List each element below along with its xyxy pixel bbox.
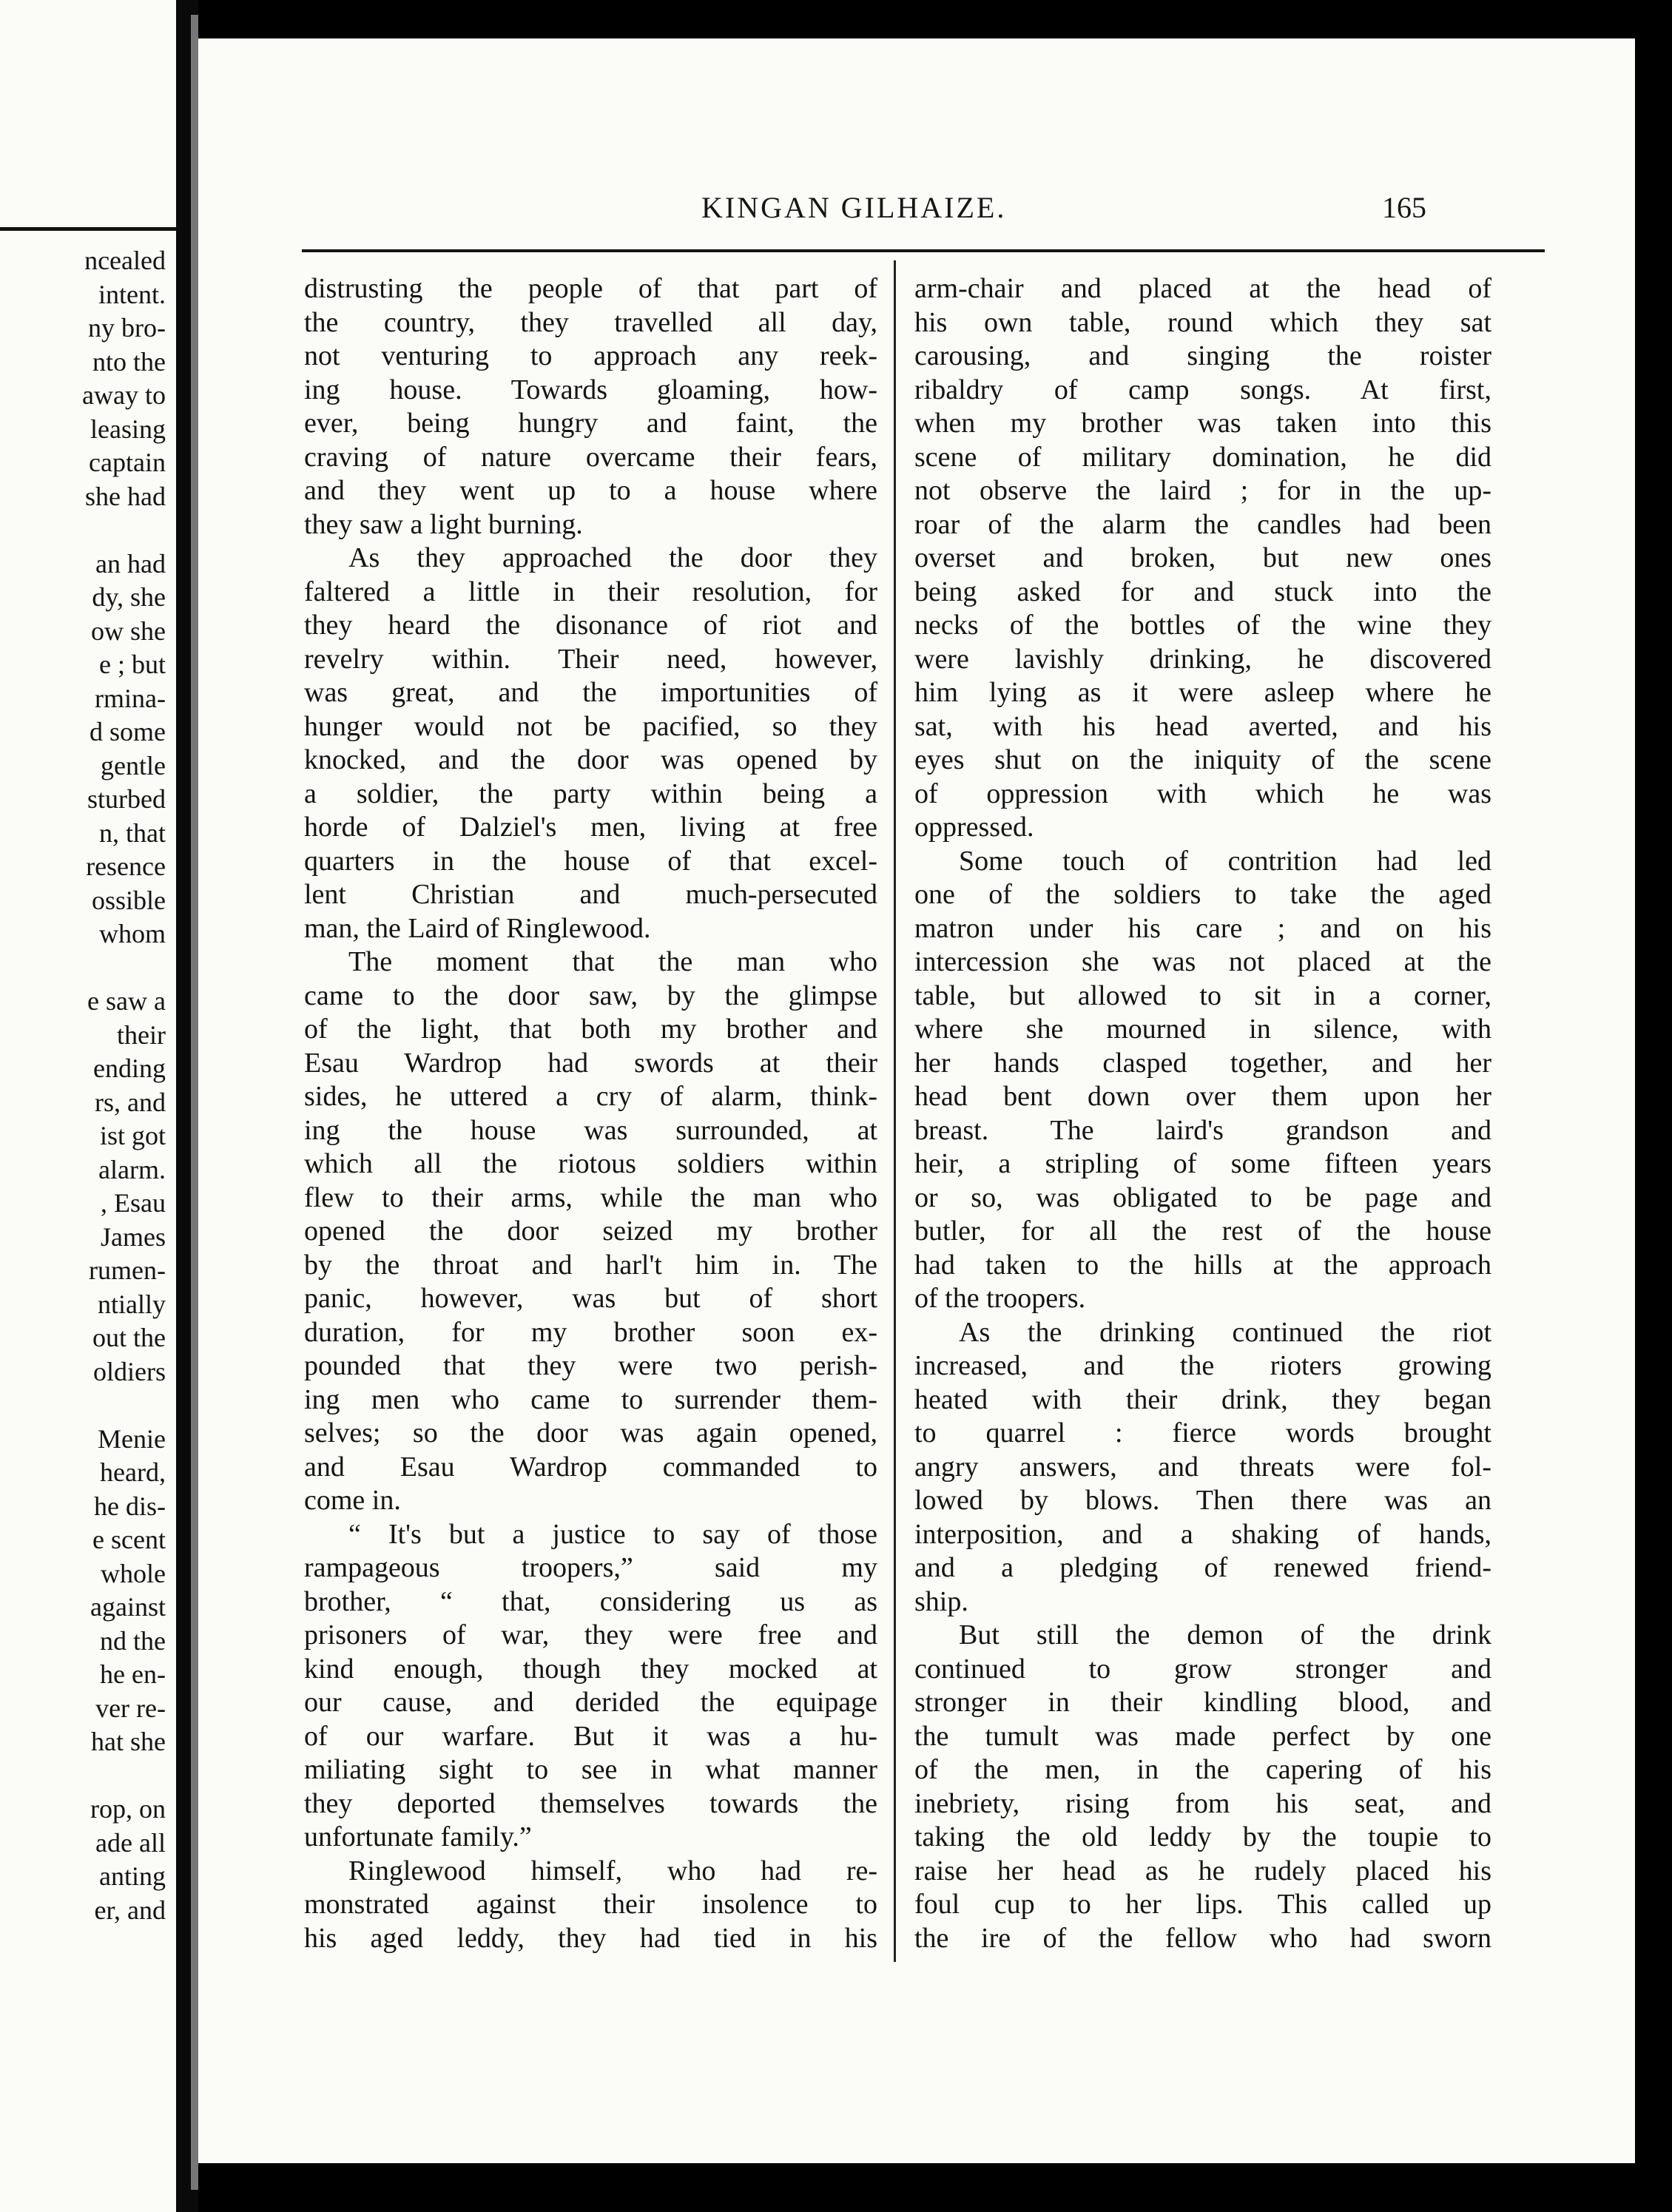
text-line: horde of Dalziel's men, living at free — [304, 812, 877, 843]
facing-page-line: ossible — [91, 885, 166, 915]
text-line: not observe the laird ; for in the up- — [914, 475, 1491, 506]
text-line: But still the demon of the drink — [959, 1619, 1491, 1650]
text-line: came to the door saw, by the glimpse — [304, 979, 877, 1011]
text-line: by the throat and harl't him in. The — [304, 1249, 877, 1281]
facing-page-line: alarm. — [98, 1154, 166, 1184]
text-line: which all the riotous soldiers within — [304, 1148, 877, 1179]
facing-page-line: rmina- — [95, 683, 166, 713]
text-line: continued to grow stronger and — [914, 1653, 1491, 1685]
facing-page-line: ncealed — [84, 246, 166, 275]
text-line: rampageous troopers,” said my — [304, 1552, 877, 1583]
facing-page-fragment — [0, 0, 176, 2212]
text-line: Esau Wardrop had swords at their — [304, 1047, 877, 1079]
text-line: duration, for my brother soon ex- — [304, 1316, 877, 1348]
facing-page-line: d some — [90, 717, 166, 746]
text-line: head bent down over them upon her — [914, 1081, 1491, 1112]
text-line: a soldier, the party within being a — [304, 778, 877, 809]
text-line: ship. — [914, 1585, 968, 1617]
facing-page-line: sturbed — [87, 784, 166, 814]
text-line: they heard the disonance of riot and — [304, 610, 877, 641]
text-line: opened the door seized my brother — [304, 1215, 877, 1247]
text-line: his own table, round which they sat — [914, 306, 1491, 338]
facing-page-line: , Esau — [101, 1188, 166, 1218]
text-line: ever, being hungry and faint, the — [304, 408, 877, 439]
text-line: man, the Laird of Ringlewood. — [304, 912, 651, 944]
text-line: one of the soldiers to take the aged — [914, 879, 1491, 910]
facing-page-line: intent. — [98, 279, 166, 309]
text-line: arm-chair and placed at the head of — [914, 273, 1491, 304]
text-line: selves; so the door was again opened, — [304, 1417, 877, 1449]
facing-page-line: away to — [82, 380, 166, 410]
text-line: intercession she was not placed at the — [914, 946, 1491, 977]
facing-page-line — [0, 951, 166, 985]
column-rule — [894, 260, 896, 1962]
text-line: our cause, and derided the equipage — [304, 1687, 877, 1718]
facing-page-line: e ; but — [99, 650, 166, 679]
text-line: had taken to the hills at the approach — [914, 1249, 1491, 1281]
text-line: taking the old leddy by the toupie to — [914, 1821, 1491, 1852]
text-line: faltered a little in their resolution, for — [304, 576, 877, 607]
text-line: Ringlewood himself, who had re- — [348, 1855, 877, 1886]
facing-page-line: their — [117, 1019, 166, 1050]
facing-page-line: er, and — [94, 1895, 166, 1925]
facing-page-line: e scent — [92, 1525, 166, 1554]
running-head — [198, 190, 1635, 235]
running-title: KINGAN GILHAIZE. — [701, 191, 1007, 224]
text-line: carousing, and singing the roister — [914, 340, 1491, 371]
facing-page-rule — [0, 227, 176, 231]
facing-page-line: out the — [92, 1323, 166, 1352]
text-line: ing men who came to surrender them- — [304, 1383, 877, 1415]
text-line: of our warfare. But it was a hu- — [304, 1720, 877, 1752]
book-page — [198, 38, 1635, 2163]
text-column-left — [304, 272, 877, 1955]
text-line: monstrated against their insolence to — [304, 1889, 877, 1920]
facing-page-line: whom — [99, 919, 166, 948]
text-line: The moment that the man who — [348, 946, 877, 977]
text-line: come in. — [304, 1485, 401, 1516]
facing-page-line: hat she — [91, 1727, 166, 1756]
facing-page-line: rs, and — [95, 1087, 166, 1117]
text-line: of the men, in the capering of his — [914, 1754, 1491, 1785]
text-line: As they approached the door they — [348, 542, 877, 573]
text-line: her hands clasped together, and her — [914, 1047, 1491, 1079]
facing-page-line: he en- — [100, 1659, 166, 1689]
facing-page-line: an had — [95, 548, 166, 579]
facing-page-line: ny bro- — [88, 313, 166, 343]
text-line: pounded that they were two perish- — [304, 1350, 877, 1381]
text-line: table, but allowed to sit in a corner, — [914, 979, 1491, 1011]
text-line: “ It's but a justice to say of those — [348, 1518, 877, 1550]
facing-page-line: he dis- — [94, 1491, 166, 1521]
text-line: when my brother was taken into this — [914, 408, 1491, 439]
facing-page-line: nto the — [92, 346, 166, 377]
gutter-shadow — [191, 15, 198, 2190]
text-line: oppressed. — [914, 812, 1034, 843]
text-line: ribaldry of camp songs. At first, — [914, 374, 1491, 405]
text-line: hunger would not be pacified, so they — [304, 710, 877, 742]
text-line: of oppression with which he was — [914, 778, 1491, 809]
text-line: they deported themselves towards the — [304, 1787, 877, 1819]
text-line: quarters in the house of that excel- — [304, 845, 877, 877]
text-line: As the drinking continued the riot — [959, 1316, 1491, 1348]
text-line: butler, for all the rest of the house — [914, 1215, 1491, 1247]
text-line: eyes shut on the iniquity of the scene — [914, 744, 1491, 775]
text-line: of the troopers. — [914, 1283, 1086, 1314]
facing-page-line: rumen- — [89, 1255, 166, 1285]
facing-page-line: James — [101, 1221, 166, 1252]
facing-page-line: n, that — [99, 817, 166, 848]
facing-page-line — [0, 1759, 166, 1793]
text-line: Some touch of contrition had led — [959, 845, 1491, 877]
facing-page-line: ntially — [98, 1289, 166, 1319]
text-line: or so, was obligated to be page and — [914, 1181, 1491, 1213]
text-line: was great, and the importunities of — [304, 677, 877, 708]
text-line: were lavishly drinking, he discovered — [914, 643, 1491, 675]
text-line: inebriety, rising from his seat, and — [914, 1787, 1491, 1819]
text-line: they saw a light burning. — [304, 508, 583, 540]
facing-page-text — [0, 244, 166, 1927]
text-line: being asked for and stuck into the — [914, 576, 1491, 607]
text-line: miliating sight to see in what manner — [304, 1754, 877, 1785]
facing-page-line: gentle — [101, 750, 166, 780]
facing-page-line: captain — [89, 448, 166, 477]
facing-page-line: rop, on — [90, 1794, 166, 1824]
text-line: matron under his care ; and on his — [914, 912, 1491, 944]
facing-page-line: resence — [86, 852, 166, 881]
text-column-right — [914, 272, 1491, 1955]
text-line: revelry within. Their need, however, — [304, 643, 877, 675]
text-line: sat, with his head averted, and his — [914, 710, 1491, 742]
facing-page-line: heard, — [100, 1457, 166, 1487]
text-line: raise her head as he rudely placed his — [914, 1855, 1491, 1886]
text-line: the country, they travelled all day, — [304, 306, 877, 338]
text-line: not venturing to approach any reek- — [304, 340, 877, 371]
text-line: lent Christian and much-persecuted — [304, 879, 877, 910]
text-line: distrusting the people of that part of — [304, 273, 877, 304]
text-line: the ire of the fellow who had sworn — [914, 1922, 1491, 1954]
page-number: 165 — [1382, 191, 1426, 224]
text-line: and a pledging of renewed friend- — [914, 1552, 1491, 1583]
text-line: him lying as it were asleep where he — [914, 677, 1491, 708]
facing-page-line: ver re- — [95, 1693, 166, 1723]
text-line: and Esau Wardrop commanded to — [304, 1451, 877, 1483]
facing-page-line: leasing — [90, 414, 166, 444]
text-line: lowed by blows. Then there was an — [914, 1485, 1491, 1516]
facing-page-line: ending — [93, 1053, 166, 1083]
text-line: knocked, and the door was opened by — [304, 744, 877, 775]
text-line: flew to their arms, while the man who — [304, 1181, 877, 1213]
text-line: interposition, and a shaking of hands, — [914, 1518, 1491, 1550]
text-line: and they went up to a house where — [304, 475, 877, 506]
text-line: scene of military domination, he did — [914, 441, 1491, 473]
facing-page-line: dy, she — [92, 582, 166, 612]
facing-page-line: whole — [101, 1558, 166, 1588]
facing-page-line: nd the — [100, 1625, 166, 1656]
header-rule — [302, 249, 1545, 252]
text-line: prisoners of war, they were free and — [304, 1619, 877, 1650]
facing-page-line: she had — [85, 481, 166, 511]
text-line: necks of the bottles of the wine they — [914, 610, 1491, 641]
text-line: ing house. Towards gloaming, how- — [304, 374, 877, 405]
facing-page-line: ow she — [91, 616, 166, 646]
text-line: craving of nature overcame their fears, — [304, 441, 877, 473]
facing-page-line: ist got — [99, 1121, 166, 1150]
text-line: where she mourned in silence, with — [914, 1014, 1491, 1045]
text-line: sides, he uttered a cry of alarm, think- — [304, 1081, 877, 1112]
text-line: ing the house was surrounded, at — [304, 1114, 877, 1146]
text-line: roar of the alarm the candles had been — [914, 508, 1491, 540]
facing-page-line: anting — [99, 1861, 166, 1891]
text-line: overset and broken, but new ones — [914, 542, 1491, 573]
text-line: increased, and the rioters growing — [914, 1350, 1491, 1381]
facing-page-line: e saw a — [87, 986, 166, 1016]
text-line: heated with their drink, they began — [914, 1383, 1491, 1415]
text-line: foul cup to her lips. This called up — [914, 1889, 1491, 1920]
text-line: angry answers, and threats were fol- — [914, 1451, 1491, 1483]
facing-page-line — [0, 1389, 166, 1423]
facing-page-line: ade all — [95, 1827, 166, 1858]
text-line: stronger in their kindling blood, and — [914, 1687, 1491, 1718]
text-line: unfortunate family.” — [304, 1821, 532, 1852]
text-line: kind enough, though they mocked at — [304, 1653, 877, 1685]
text-line: panic, however, was but of short — [304, 1283, 877, 1314]
text-line: his aged leddy, they had tied in his — [304, 1922, 877, 1954]
text-line: breast. The laird's grandson and — [914, 1114, 1491, 1146]
facing-page-line: against — [90, 1592, 166, 1622]
text-line: heir, a stripling of some fifteen years — [914, 1148, 1491, 1179]
text-line: brother, “ that, considering us as — [304, 1585, 877, 1617]
facing-page-line: oldiers — [93, 1356, 166, 1386]
text-line: the tumult was made perfect by one — [914, 1720, 1491, 1752]
facing-page-line — [0, 513, 166, 547]
text-line: to quarrel : fierce words brought — [914, 1417, 1491, 1449]
facing-page-line: Menie — [98, 1423, 166, 1454]
text-line: of the light, that both my brother and — [304, 1014, 877, 1045]
